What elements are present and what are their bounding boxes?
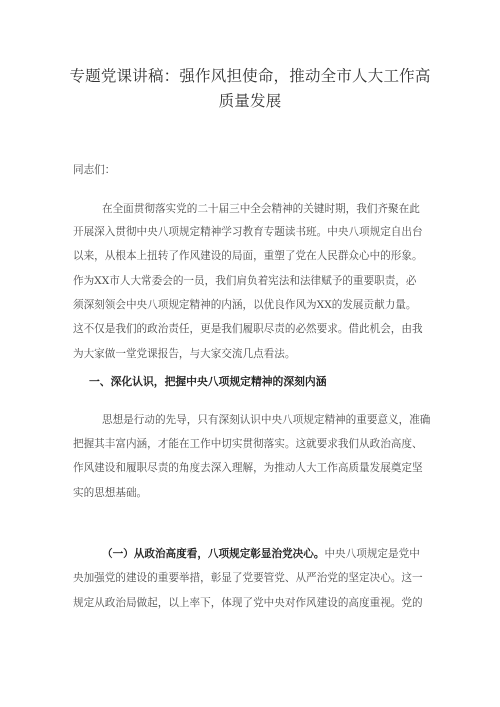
paragraph-2-line: 作风建设和履职尽责的角度去深入理解，为推动人大工作高质量发展奠定坚 bbox=[73, 462, 423, 474]
paragraph-2-line: 实的思想基础。 bbox=[73, 487, 148, 499]
paragraph-1-line: 开展深入贯彻中央八项规定精神学习教育专题读书班。中央八项规定自出台 bbox=[73, 226, 423, 238]
paragraph-1-line: 这不仅是我们的政治责任，更是我们履职尽责的必然要求。借此机会，由我 bbox=[73, 323, 423, 335]
paragraph-1-line: 在全面贯彻落实党的二十届三中全会精神的关键时期，我们齐聚在此 bbox=[102, 203, 420, 215]
paragraph-1-line: 作为XX市人大常委会的一员，我们肩负着宪法和法律赋予的重要职责，必 bbox=[73, 275, 417, 287]
paragraph-1-line: 须深刻领会中央八项规定精神的内涵，以优良作风为XX的发展贡献力量。 bbox=[73, 299, 417, 311]
subheading-1-line bbox=[102, 547, 464, 561]
paragraph-3-line: 央加强党的建设的重要举措，彰显了党要管党、从严治党的坚定决心。这一 bbox=[73, 572, 423, 584]
document-title-line-2: 质量发展 bbox=[218, 92, 282, 110]
paragraph-2-line: 把握其丰富内涵，才能在工作中切实贯彻落实。这就要求我们从政治高度、 bbox=[73, 438, 423, 450]
paragraph-1-line: 为大家做一堂党课报告，与大家交流几点看法。 bbox=[73, 348, 296, 360]
paragraph-1-line: 以来，从根本上扭转了作风建设的局面，重塑了党在人民群众心中的形象。 bbox=[73, 250, 423, 262]
subheading-1-bold: （一）从政治高度看，八项规定彰显治党决心。 bbox=[102, 548, 325, 560]
salutation: 同志们： bbox=[73, 164, 116, 176]
section-heading-1: 一、深化认识，把握中央八项规定精神的深刻内涵 bbox=[89, 375, 327, 388]
paragraph-2-line: 思想是行动的先导，只有深刻认识中央八项规定精神的重要意义，准确 bbox=[102, 414, 431, 426]
paragraph-3-line: 规定从政治局做起，以上率下，体现了党中央对作风建设的高度重视。党的 bbox=[73, 597, 423, 609]
subheading-1-rest: 中央八项规定是党中 bbox=[324, 548, 420, 560]
document-title-line-1: 专题党课讲稿：强作风担使命，推动全市人大工作高 bbox=[69, 67, 431, 85]
